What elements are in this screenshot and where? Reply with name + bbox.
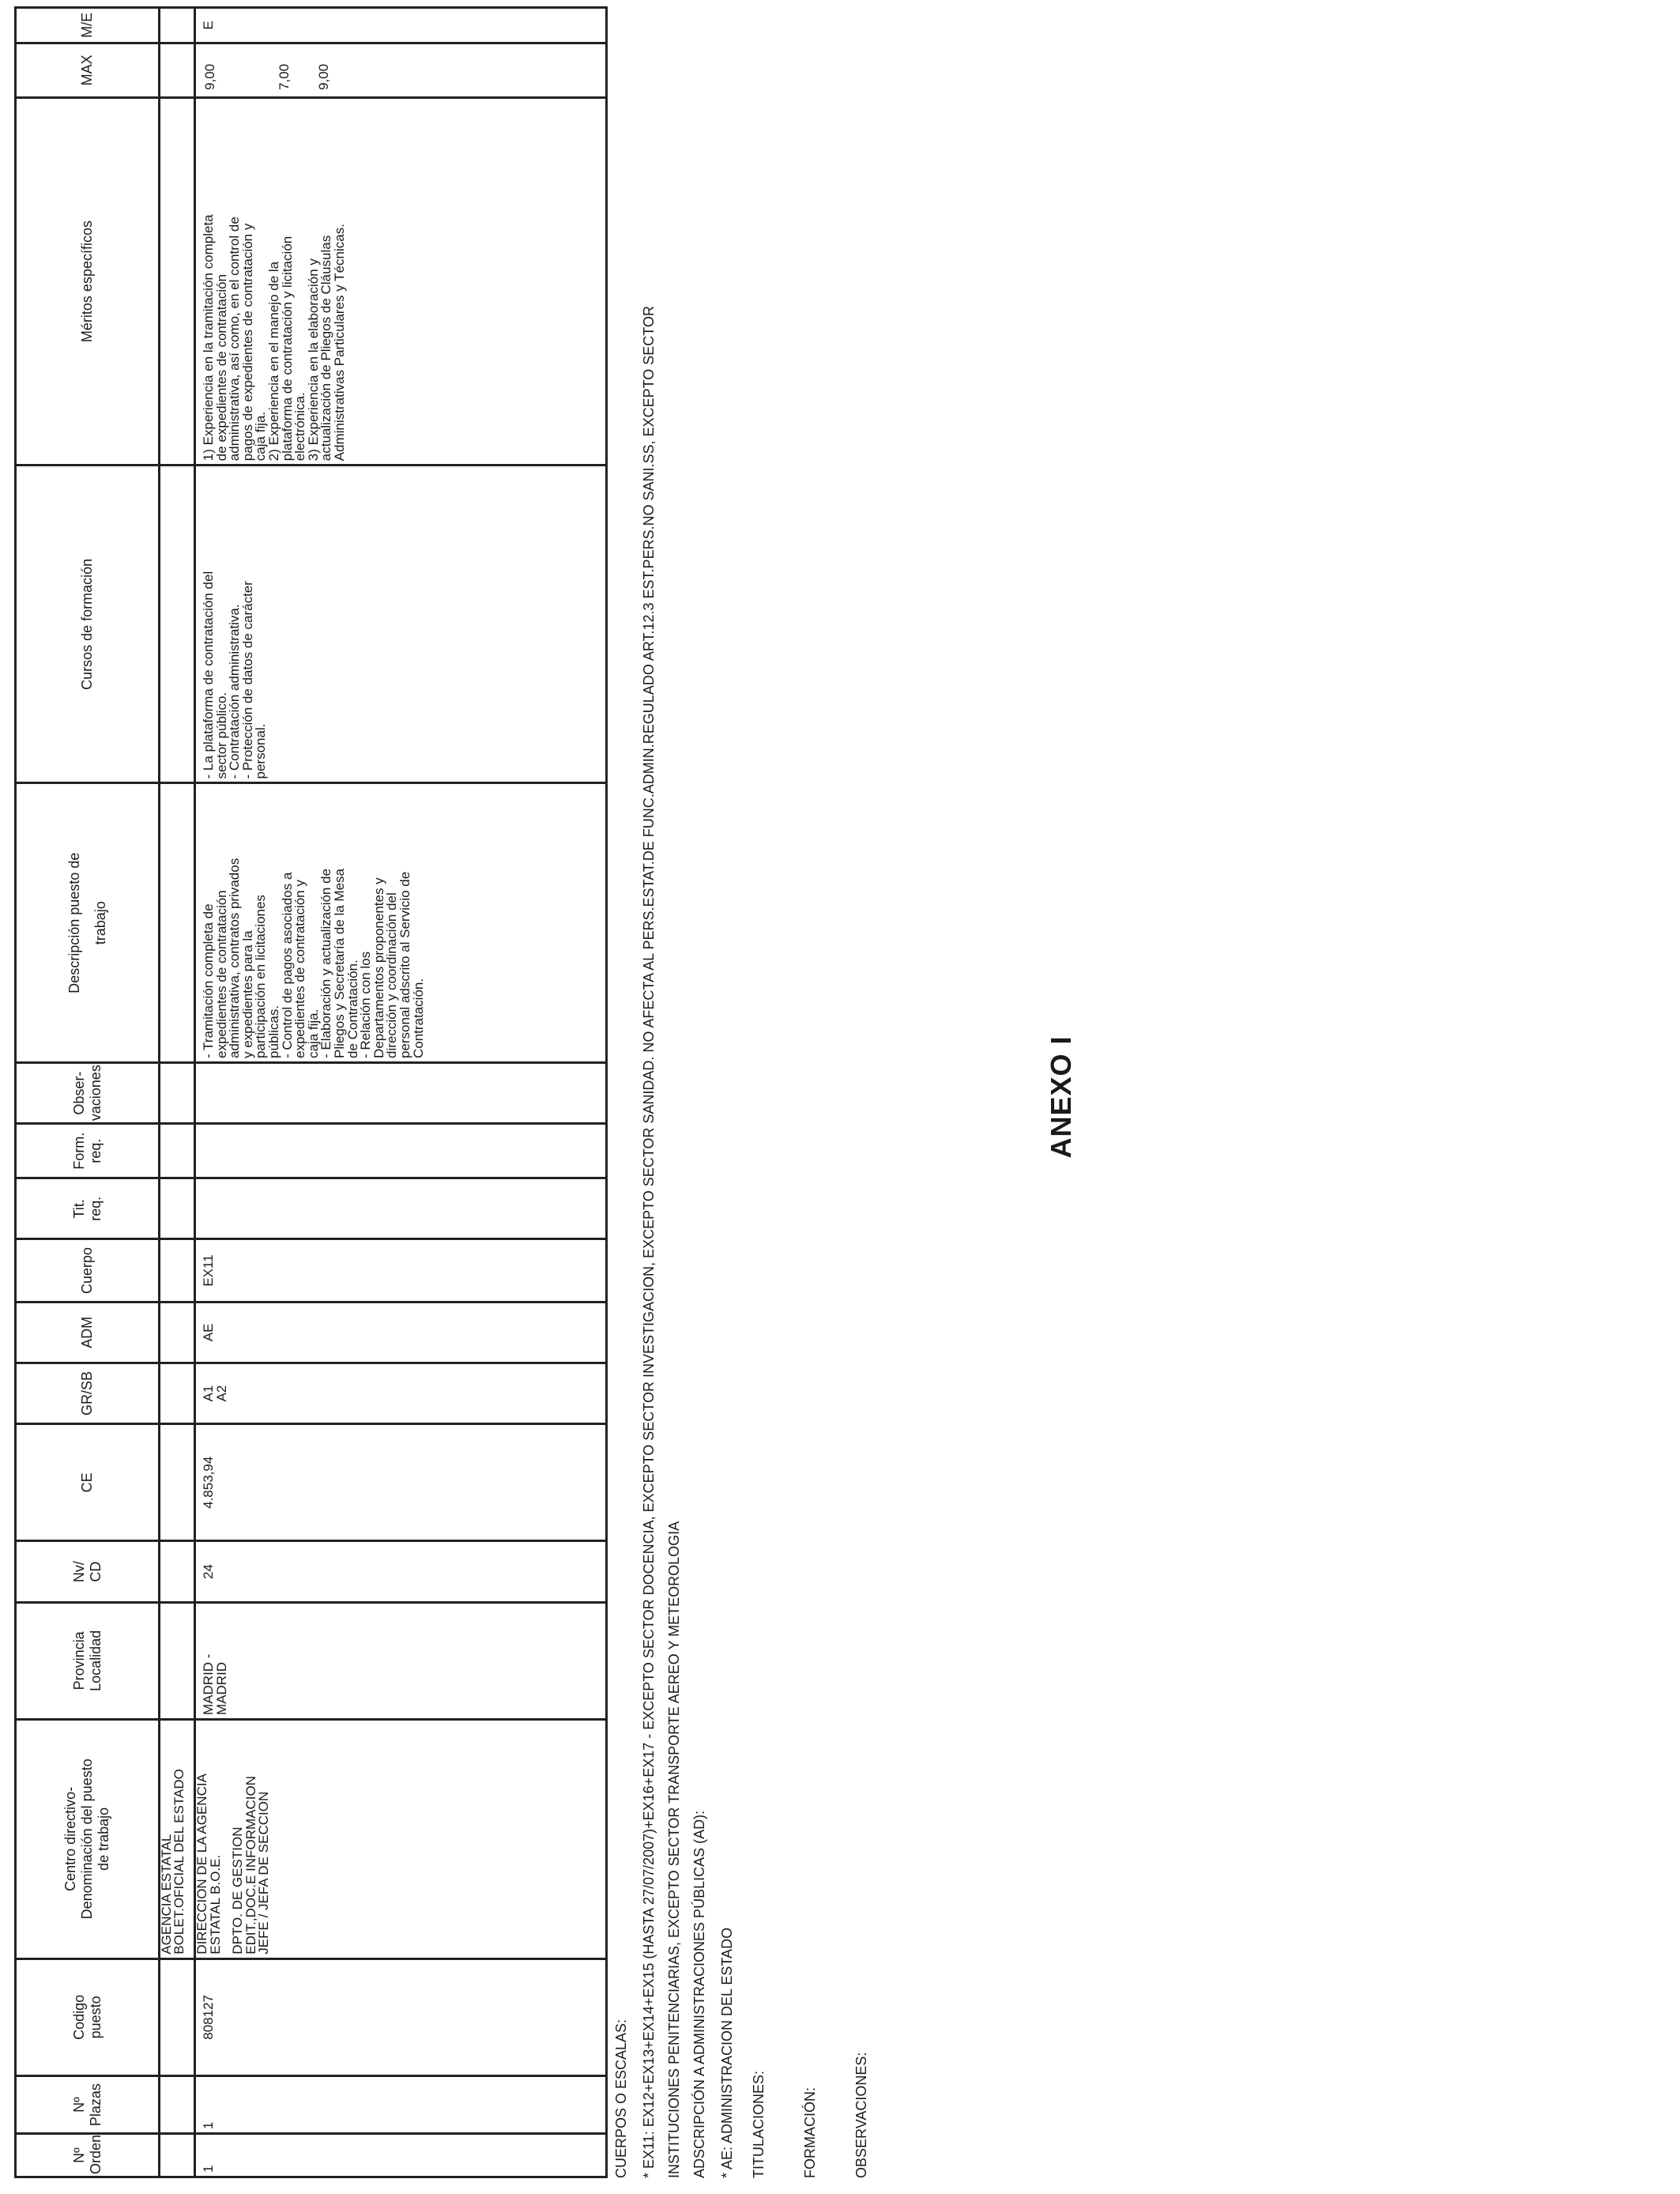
header-n-orden: Nº Orden (16, 2134, 160, 2177)
header-ce: CE (16, 1424, 160, 1541)
header-codigo-puesto: Codigo puesto (16, 1958, 160, 2075)
tit-cell (195, 1178, 607, 1239)
cuerpo-cell: EX11 (195, 1239, 607, 1302)
header-gr-sb: GR/SB (16, 1363, 160, 1423)
plazas-cell: 1 (195, 2076, 607, 2134)
header-nivel-cd: Nv/ CD (16, 1541, 160, 1602)
obs-cell (195, 1063, 607, 1124)
codigo-cell: 808127 (195, 1958, 607, 2075)
centro-cell: AGENCIA ESTATAL BOLET.OFICIAL DEL ESTADO (160, 1719, 195, 1958)
ce-cell: 4.853,94 (195, 1424, 607, 1541)
header-row (16, 8, 160, 2177)
header-observaciones: Obser- vaciones (16, 1063, 160, 1124)
notes-ae: * AE: ADMINISTRACION DEL ESTADO (719, 1927, 735, 2178)
header-cursos: Cursos de formación (16, 466, 160, 783)
notes-ex11: * EX11: EX12+EX13+EX14+EX15 (HASTA 27/07/2007)+EX16+EX17 - EXCEPTO SECTOR DOCENCIA, EXCEPTO SECTOR INVESTIGACION, EXCEPTO SECTOR SANIDAD. NO AFECTA AL PERS.ESTAT.DE FUNC.ADMIN.REGULADO ART.12.3 EST.PERS.NO SANI.SS, EXCEPTO SECTOR (641, 306, 657, 2178)
table-row (195, 8, 607, 2177)
header-adm: ADM (16, 1302, 160, 1363)
notes-adscripcion-heading: ADSCRIPCIÓN A ADMINISTRACIONES PÚBLICAS (AD): (691, 1810, 707, 2178)
provincia-cell: MADRID - MADRID (195, 1602, 607, 1719)
header-max: MAX (16, 43, 160, 97)
notes-titulaciones: TITULACIONES: (751, 2070, 767, 2178)
header-tit-req: Tit. req. (16, 1178, 160, 1239)
centro-detail-cell: DIRECCION DE LA AGENCIA ESTATAL B.O.E. DPTO. DE GESTION EDIT.,DOC.E INFORMACION JEFE / JEFA DE SECCION (195, 1719, 607, 1958)
me-cell: E (195, 8, 607, 43)
header-provincia-localidad: Provincia Localidad (16, 1602, 160, 1719)
page-title: ANEXO I (1045, 1035, 1077, 1159)
descripcion-cell: - Tramitación completa de expedientes de contratación administrativa, contratos privados y expedientes para la participación en licitaciones públicas. - Control de pagos asociados a expedientes de contratación y caja fija. - Elaboración y actualización de Pliegos y Secretaría de la Mesa de Contratación. - Relación con los Departamentos proponentes y dirección y coordinación del personal adscrito al Servicio de Contratación. (195, 783, 607, 1063)
header-form-req: Form. req. (16, 1124, 160, 1178)
header-centro-directivo: Centro directivo- Denominación del puesto de trabajo (16, 1719, 160, 1958)
notes-formacion: FORMACIÓN: (802, 2087, 818, 2178)
meritos-cell: 1) Experiencia en la tramitación completa de expedientes de contratación administrativa, así como, en el control de pagos de expedientes de contratación y caja fija. 2) Experiencia en el manejo de la plataforma de contratación y licitación electrónica. 3) Experiencia en la elaboración y actualización de Pliegos de Cláusulas Administrativas Particulares y Técnicas. (195, 97, 607, 465)
orden-cell: 1 (195, 2134, 607, 2177)
notes-observaciones: OBSERVACIONES: (853, 2052, 869, 2178)
header-n-plazas: Nº Plazas (16, 2076, 160, 2134)
cursos-cell: - La plataforma de contratación del sector público. - Contratación administrativa. - Protección de datos de carácter personal. (195, 466, 607, 783)
notes-section (613, 28, 870, 2178)
grsb-cell: A1 A2 (195, 1363, 607, 1423)
header-cuerpo: Cuerpo (16, 1239, 160, 1302)
max-values: 9,00 7,00 9,00 (202, 63, 331, 90)
nivel-cell: 24 (195, 1541, 607, 1602)
centro-row (160, 8, 195, 2177)
plazas-table (14, 6, 608, 2178)
notes-ex11-continued: INSTITUCIONES PENITENCIARIAS, EXCEPTO SECTOR TRANSPORTE AEREO Y METEOROLOGIA (666, 1521, 682, 2178)
header-descripcion: Descripción puesto de trabajo (16, 783, 160, 1063)
header-meritos: Méritos específicos (16, 97, 160, 465)
header-me: M/E (16, 8, 160, 43)
adm-cell: AE (195, 1302, 607, 1363)
form-cell (195, 1124, 607, 1178)
notes-cuerpos-heading: CUERPOS O ESCALAS: (613, 2019, 629, 2178)
max-cell (195, 43, 607, 97)
